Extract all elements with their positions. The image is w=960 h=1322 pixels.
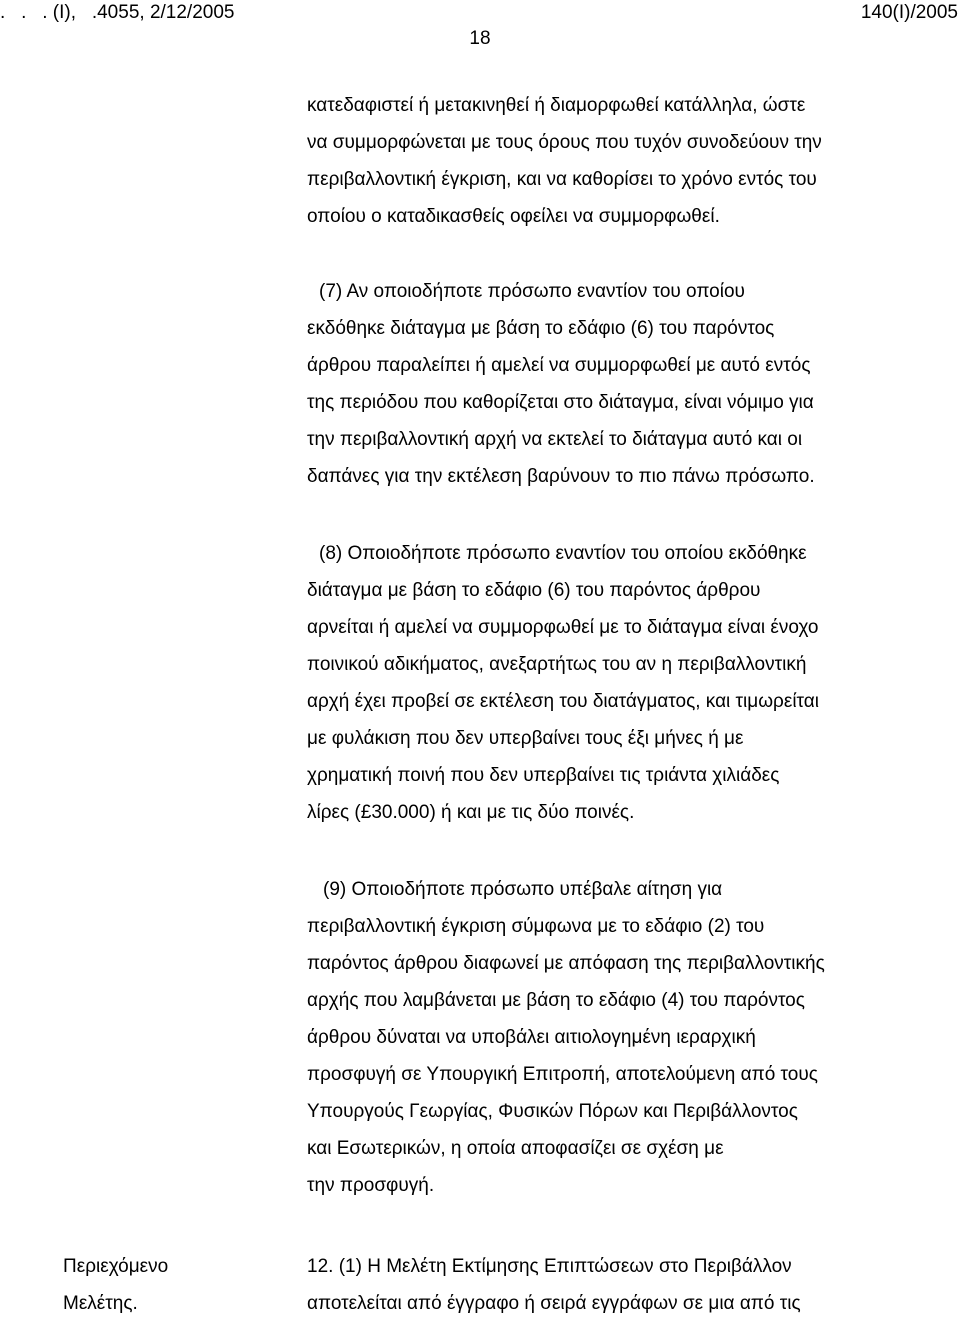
header-left: . . . (Ι), .4055, 2/12/2005 [0,2,235,23]
paragraph-8 [307,535,907,831]
text-line: αρνείται ή αμελεί να συμμορφωθεί με το διάταγμα είναι ένοχο [307,617,819,638]
text-line: δαπάνες για την εκτέλεση βαρύνουν το πιο πάνω πρόσωπο. [307,466,815,487]
paragraph-continuation [307,87,907,235]
header-right: 140(Ι)/2005 [860,2,958,23]
text-line: Υπουργούς Γεωργίας, Φυσικών Πόρων και Περιβάλλοντος [307,1101,798,1122]
text-line: λίρες (£30.000) ή και με τις δύο ποινές. [307,802,635,823]
text-line: (8) Οποιοδήποτε πρόσωπο εναντίον του οποίου εκδόθηκε [319,543,807,564]
margin-note [63,1248,168,1322]
text-line: την περιβαλλοντική αρχή να εκτελεί το διάταγμα αυτό και οι [307,429,803,450]
text-line: 12. (1) Η Μελέτη Εκτίμησης Επιπτώσεων στο Περιβάλλον [307,1256,792,1277]
paragraph-7 [307,273,907,495]
paragraph-9 [307,871,907,1204]
page-number: 18 [469,28,491,49]
text-line: (7) Αν οποιοδήποτε πρόσωπο εναντίον του οποίου [319,281,745,302]
text-line: παρόντος άρθρου διαφωνεί με απόφαση της περιβαλλοντικής [307,953,825,974]
text-line: να συμμορφώνεται με τους όρους που τυχόν συνοδεύουν την [307,132,822,153]
text-line: άρθρου δύναται να υποβάλει αιτιολογημένη ιεραρχική [307,1027,756,1048]
text-line: χρηματική ποινή που δεν υπερβαίνει τις τριάντα χιλιάδες [307,765,780,786]
text-line: ποινικού αδικήματος, ανεξαρτήτως του αν η περιβαλλοντική [307,654,807,675]
text-line: αρχής που λαμβάνεται με βάση το εδάφιο (4) του παρόντος [307,990,805,1011]
text-line: αποτελείται από έγγραφο ή σειρά εγγράφων σε μια από τις [307,1293,801,1314]
margin-note-line: Περιεχόμενο [63,1256,169,1277]
text-line: εκδόθηκε διάταγμα με βάση το εδάφιο (6) του παρόντος [307,318,775,339]
text-line: περιβαλλοντική έγκριση, και να καθορίσει το χρόνο εντός του [307,169,817,190]
text-line: άρθρου παραλείπει ή αμελεί να συμμορφωθεί με αυτό εντός [307,355,811,376]
text-line: οποίου ο καταδικασθείς οφείλει να συμμορφωθεί. [307,206,720,227]
margin-note-line: Μελέτης. [63,1293,138,1314]
text-line: αρχή έχει προβεί σε εκτέλεση του διατάγματος, και τιμωρείται [307,691,819,712]
paragraph-12 [307,1248,907,1322]
text-line: περιβαλλοντική έγκριση σύμφωνα με το εδάφιο (2) του [307,916,765,937]
text-line: κατεδαφιστεί ή μετακινηθεί ή διαμορφωθεί κατάλληλα, ώστε [307,95,806,116]
text-line: προσφυγή σε Υπουργική Επιτροπή, αποτελούμενη από τους [307,1064,818,1085]
text-line: με φυλάκιση που δεν υπερβαίνει τους έξι μήνες ή με [307,728,744,749]
text-line: της περιόδου που καθορίζεται στο διάταγμα, είναι νόμιμο για [307,392,814,413]
text-line: και Εσωτερικών, η οποία αποφασίζει σε σχέση με [307,1138,724,1159]
text-line: (9) Οποιοδήποτε πρόσωπο υπέβαλε αίτηση για [323,879,723,900]
text-line: διάταγμα με βάση το εδάφιο (6) του παρόντος άρθρου [307,580,761,601]
text-line: την προσφυγή. [307,1175,435,1196]
